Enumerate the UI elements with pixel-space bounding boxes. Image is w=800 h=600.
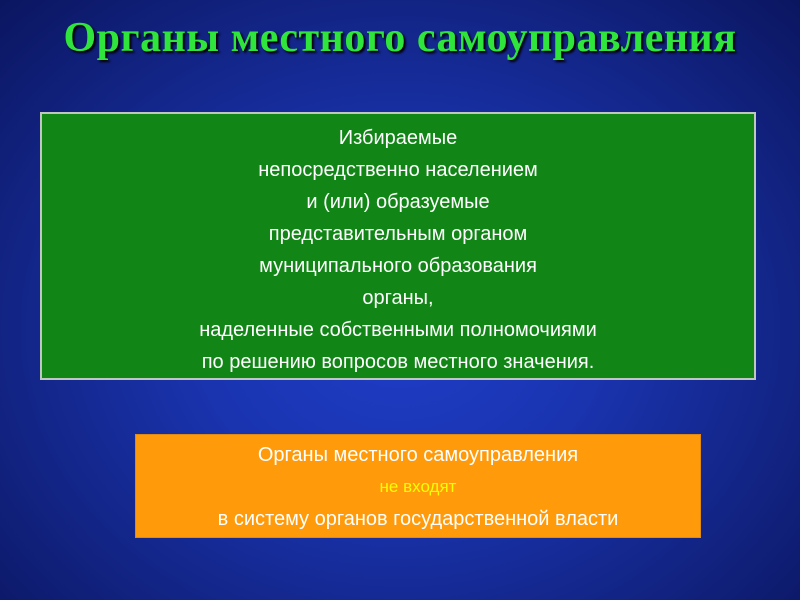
definition-line: органы, [362, 287, 434, 309]
definition-line: муниципального образования [259, 255, 537, 277]
definition-line: по решению вопросов местного значения. [201, 351, 595, 373]
slide-title: Органы местного самоуправления [63, 15, 737, 61]
note-box [135, 434, 701, 538]
definition-line: непосредственно населением [258, 159, 538, 181]
definition-line: и (или) образуемые [306, 191, 490, 213]
note-accent: не входят [379, 477, 457, 496]
definition-line: представительным органом [268, 223, 528, 245]
note-line-3: в систему органов государственной власти [217, 508, 619, 530]
definition-line: Избираемые [338, 127, 458, 149]
note-line-1: Органы местного самоуправления [257, 444, 579, 466]
definition-line: наделенные собственными полномочиями [199, 319, 597, 341]
definition-box [40, 112, 756, 380]
